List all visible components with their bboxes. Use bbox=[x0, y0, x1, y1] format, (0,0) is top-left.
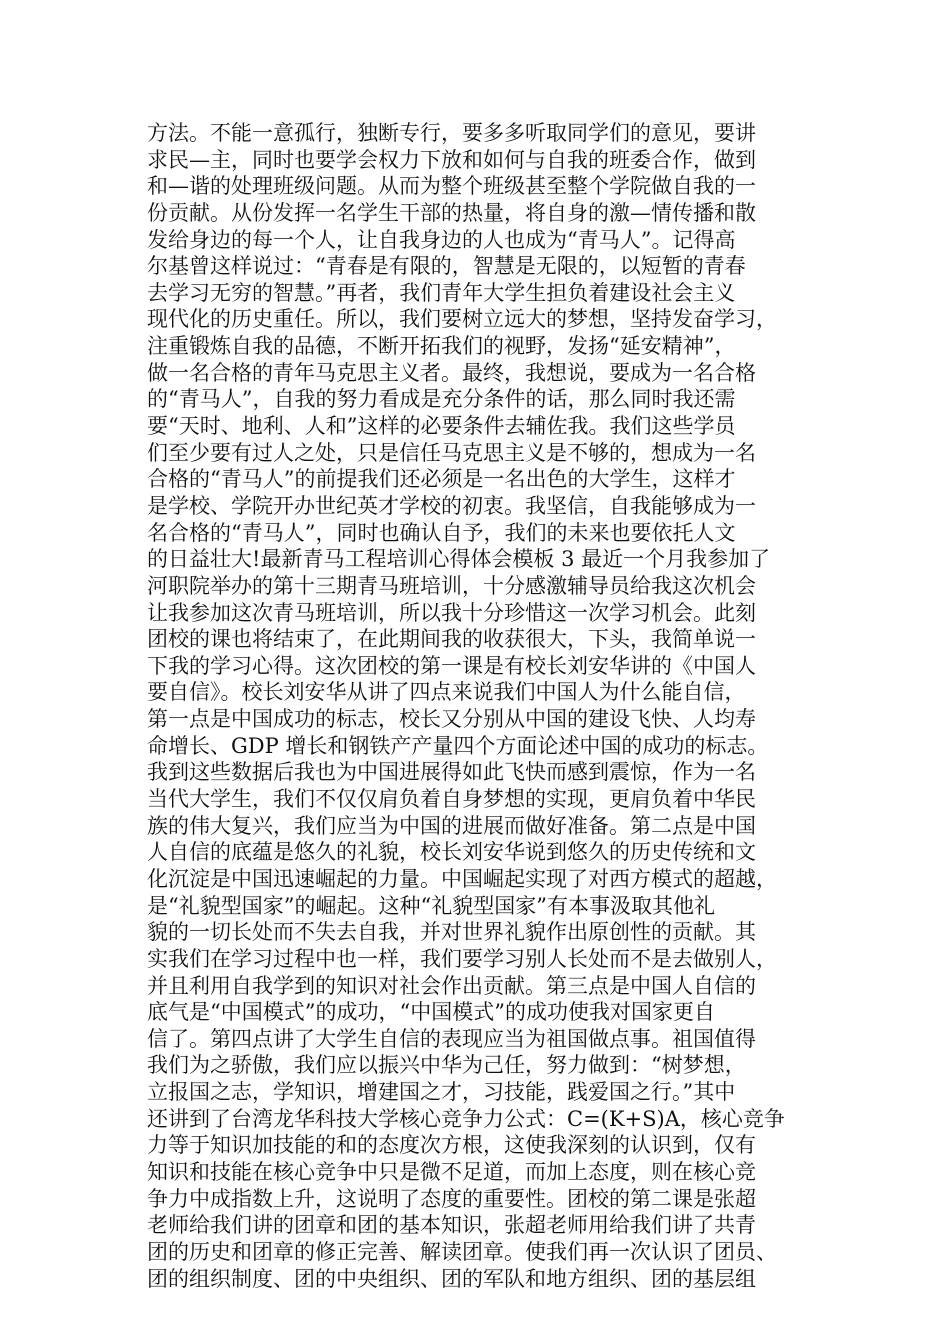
text-line: 争力中成指数上升，这说明了态度的重要性。团校的第二课是张超 bbox=[147, 1186, 756, 1211]
text-line: 并且利用自我学到的知识对社会作出贡献。第三点是中国人自信的 bbox=[147, 973, 756, 998]
body-text bbox=[147, 120, 817, 1292]
text-line: 实我们在学习过程中也一样，我们要学习别人长处而不是去做别人， bbox=[147, 946, 777, 971]
text-line: 还讲到了台湾龙华科技大学核心竞争力公式：C=(K+S)A，核心竞争 bbox=[147, 1106, 785, 1131]
text-line: 去学习无穷的智慧。”再者，我们青年大学生担负着建设社会主义 bbox=[147, 280, 736, 305]
text-line: 第一点是中国成功的标志，校长又分别从中国的建设飞快、人均寿 bbox=[147, 707, 756, 732]
text-line: 名合格的“青马人”，同时也确认自予，我们的未来也要依托人文 bbox=[147, 520, 736, 545]
text-line: 是“礼貌型国家”的崛起。这种“礼貌型国家”有本事汲取其他礼 bbox=[147, 893, 715, 918]
text-line: 老师给我们讲的团章和团的基本知识，张超老师用给我们讲了共青 bbox=[147, 1213, 756, 1238]
text-line: 底气是“中国模式”的成功，“中国模式”的成功使我对国家更自 bbox=[147, 1000, 715, 1025]
text-line: 发给身边的每一个人，让自我身边的人也成为“青马人”。记得高 bbox=[147, 227, 736, 252]
text-line: 河职院举办的第十三期青马班培训，十分感激辅导员给我这次机会 bbox=[147, 573, 756, 598]
text-line: 团的历史和团章的修正完善、解读团章。使我们再一次认识了团员、 bbox=[147, 1239, 777, 1264]
text-line: 让我参加这次青马班培训，所以我十分珍惜这一次学习机会。此刻 bbox=[147, 600, 756, 625]
text-line: 和—谐的处理班级问题。从而为整个班级甚至整个学院做自我的一 bbox=[147, 174, 756, 199]
text-line: 我到这些数据后我也为中国进展得如此飞快而感到震惊，作为一名 bbox=[147, 760, 756, 785]
text-line: 人自信的底蕴是悠久的礼貌，校长刘安华说到悠久的历史传统和文 bbox=[147, 840, 756, 865]
text-line: 要自信》。校长刘安华从讲了四点来说我们中国人为什么能自信， bbox=[147, 680, 746, 705]
text-line: 的“青马人”，自我的努力看成是充分条件的话，那么同时我还需 bbox=[147, 387, 736, 412]
text-line: 知识和技能在核心竞争中只是微不足道，而加上态度，则在核心竞 bbox=[147, 1159, 756, 1184]
text-line: 下我的学习心得。这次团校的第一课是有校长刘安华讲的《中国人 bbox=[147, 653, 756, 678]
text-line: 合格的“青马人”的前提我们还必须是一名出色的大学生，这样才 bbox=[147, 467, 736, 492]
text-line: 注重锻炼自我的品德，不断开拓我们的视野，发扬“延安精神”， bbox=[147, 334, 736, 359]
text-line: 当代大学生，我们不仅仅肩负着自身梦想的实现，更肩负着中华民 bbox=[147, 787, 756, 812]
text-line: 团校的课也将结束了，在此期间我的收获很大，下头，我简单说一 bbox=[147, 627, 756, 652]
text-line: 们至少要有过人之处，只是信任马克思主义是不够的，想成为一名 bbox=[147, 440, 756, 465]
text-line: 方法。不能一意孤行，独断专行，要多多听取同学们的意见，要讲 bbox=[147, 121, 756, 145]
text-line: 貌的一切长处而不失去自我，并对世界礼貌作出原创性的贡献。其 bbox=[147, 920, 756, 945]
text-line: 力等于知识加技能的和的态度次方根，这使我深刻的认识到，仅有 bbox=[147, 1133, 756, 1158]
text-line: 尔基曾这样说过：“青春是有限的，智慧是无限的，以短暂的青春 bbox=[147, 254, 746, 279]
text-line: 的日益壮大!最新青马工程培训心得体会模板 3 最近一个月我参加了 bbox=[147, 547, 771, 572]
text-line: 命增长、GDP 增长和钢铁产产量四个方面论述中国的成功的标志。 bbox=[147, 733, 769, 758]
text-line: 信了。第四点讲了大学生自信的表现应当为祖国做点事。祖国值得 bbox=[147, 1026, 756, 1051]
text-line: 做一名合格的青年马克思主义者。最终，我想说，要成为一名合格 bbox=[147, 360, 756, 385]
text-line: 现代化的历史重任。所以，我们要树立远大的梦想，坚持发奋学习， bbox=[147, 307, 777, 332]
text-line: 求民—主，同时也要学会权力下放和如何与自我的班委合作，做到 bbox=[147, 147, 756, 172]
text-line: 立报国之志，学知识，增建国之才，习技能，践爱国之行。”其中 bbox=[147, 1080, 736, 1105]
text-line: 化沉淀是中国迅速崛起的力量。中国崛起实现了对西方模式的超越， bbox=[147, 866, 777, 891]
text-line: 是学校、学院开办世纪英才学校的初衷。我坚信，自我能够成为一 bbox=[147, 493, 756, 518]
text-line: 份贡献。从份发挥一名学生干部的热量，将自身的激—情传播和散 bbox=[147, 200, 756, 225]
text-line: 我们为之骄傲，我们应以振兴中华为己任，努力做到：“树梦想， bbox=[147, 1053, 746, 1078]
text-line: 团的组织制度、团的中央组织、团的军队和地方组织、团的基层组 bbox=[147, 1266, 756, 1291]
text-line: 要“天时、地利、人和”这样的必要条件去辅佐我。我们这些学员 bbox=[147, 414, 736, 439]
text-line: 族的伟大复兴，我们应当为中国的进展而做好准备。第二点是中国 bbox=[147, 813, 756, 838]
